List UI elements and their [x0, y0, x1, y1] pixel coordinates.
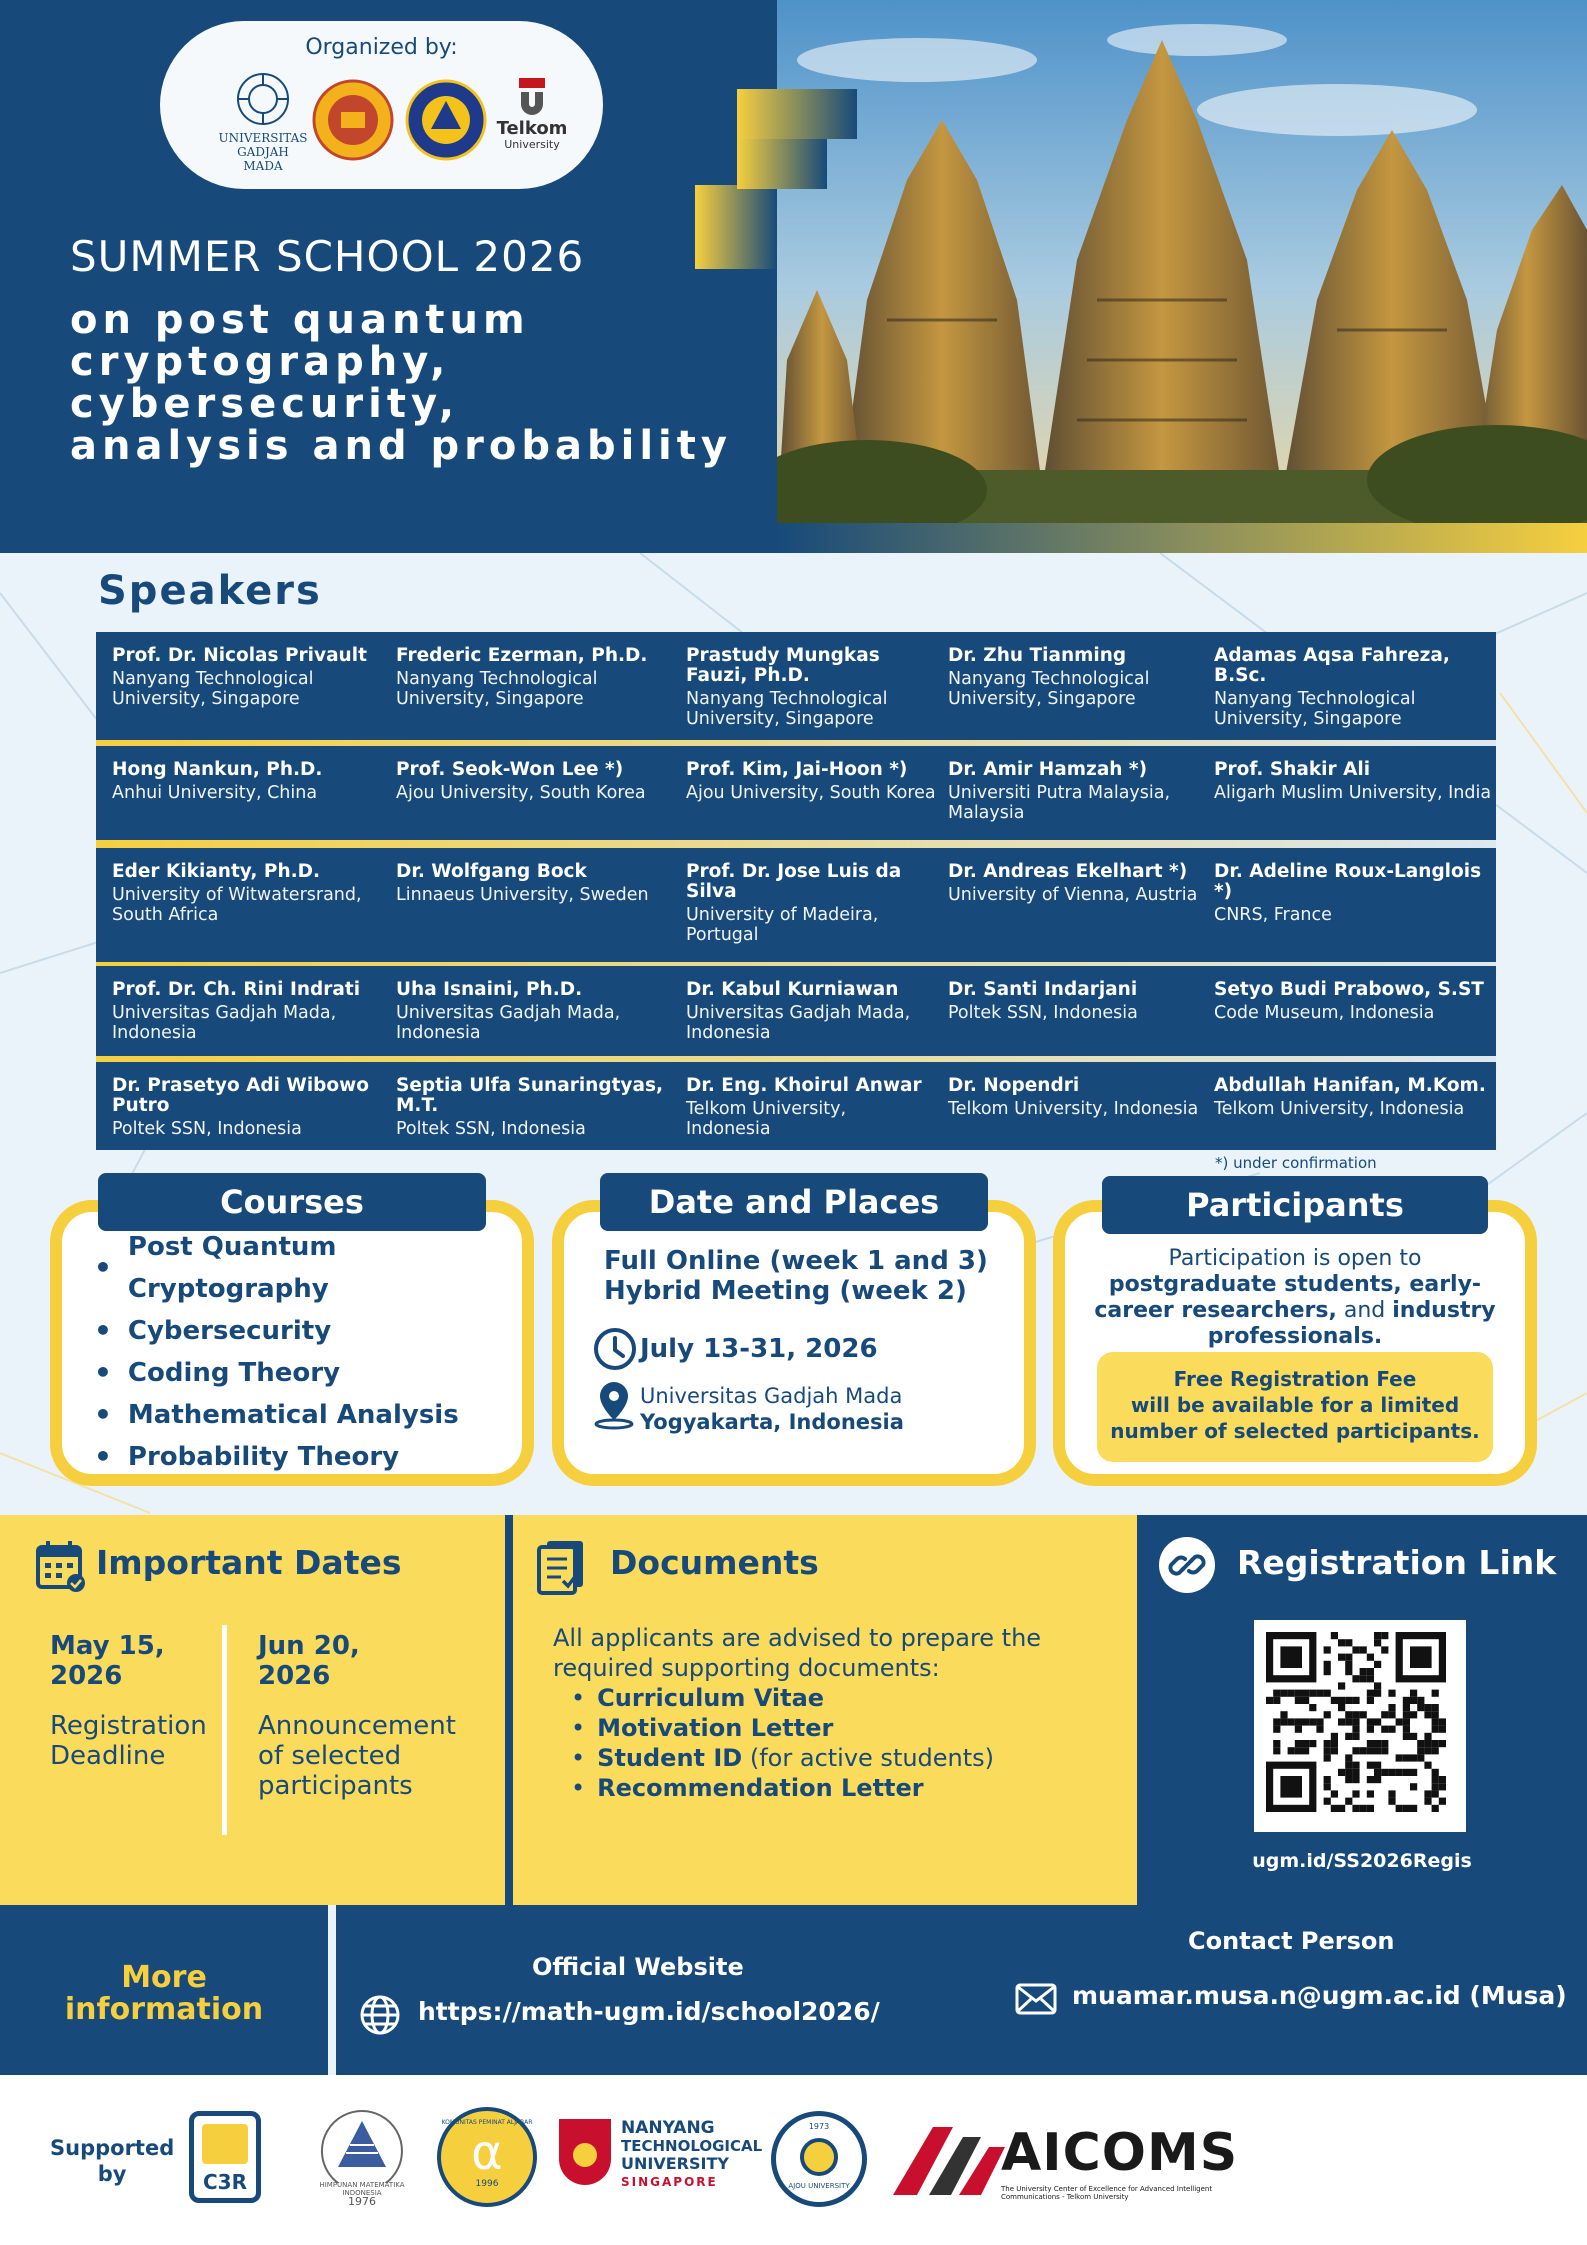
contact-email[interactable]: muamar.musa.n@ugm.ac.id (Musa): [1072, 1981, 1567, 2010]
c3r-text: C3R: [203, 2170, 247, 2194]
speaker-affiliation: Telkom University, Indonesia: [948, 1099, 1199, 1119]
link-icon: [1159, 1537, 1215, 1593]
telkom-text: Telkom: [496, 118, 568, 139]
aicoms-subtext: The University Center of Excellence for Advanced Intelligent Communications - Telkom University: [1001, 2185, 1213, 2201]
speaker-name: Dr. Kabul Kurniawan: [686, 979, 899, 1000]
speaker-name: Adamas Aqsa Fahreza, B.Sc.: [1214, 645, 1450, 686]
speaker-affiliation: Linnaeus University, Sweden: [396, 885, 649, 905]
event-subtitle-line: analysis and probability: [70, 423, 732, 469]
date-label: Deadline: [50, 1741, 166, 1771]
documents-list: [571, 1683, 1041, 1803]
speaker-affiliation: Poltek SSN, Indonesia: [396, 1119, 586, 1139]
deco-bar: [737, 139, 827, 189]
speaker-name: Dr. Adeline Roux-Langlois *): [1214, 861, 1482, 902]
courses-card: [50, 1200, 534, 1486]
event-title: SUMMER SCHOOL 2026: [70, 232, 585, 281]
venue-city: Yogyakarta, Indonesia: [640, 1410, 904, 1434]
speaker-card: [686, 980, 936, 1043]
speaker-affiliation: Universiti Putra Malaysia, Malaysia: [948, 783, 1171, 823]
speaker-affiliation: Nanyang Technological University, Singapore: [112, 669, 314, 709]
speaker-card: [1214, 1076, 1499, 1119]
himpunan-year: 1976: [348, 2195, 376, 2208]
more-info-text: information: [64, 1992, 264, 2027]
speaker-card: [1214, 760, 1499, 803]
documents-intro: required supporting documents:: [553, 1654, 940, 1682]
document-item-name: Curriculum Vitae: [597, 1684, 825, 1712]
mode-hybrid: Hybrid Meeting (week 2): [604, 1276, 967, 1306]
speaker-card: [396, 646, 671, 709]
speaker-affiliation: Universitas Gadjah Mada, Indonesia: [112, 1003, 337, 1043]
more-info-section: [0, 1905, 328, 2075]
speaker-name: Dr. Santi Indarjani: [948, 979, 1138, 1000]
speaker-card: [396, 980, 671, 1043]
speaker-affiliation: Ajou University, South Korea: [686, 783, 936, 803]
date-places-card: [552, 1200, 1036, 1486]
kpa-text: KOMUNITAS PEMINAT ALJABAR: [441, 2119, 533, 2126]
documents-intro: All applicants are advised to prepare the: [553, 1624, 1042, 1652]
speaker-name: Prastudy Mungkas Fauzi, Ph.D.: [686, 645, 880, 686]
ntu-text: UNIVERSITY: [621, 2154, 729, 2173]
participants-joiner: and: [1336, 1298, 1393, 1323]
speaker-card: [948, 1076, 1203, 1119]
speaker-card: [112, 862, 382, 925]
speaker-name: Prof. Dr. Ch. Rini Indrati: [112, 979, 361, 1000]
photo-gradient-strip: [777, 523, 1587, 553]
website-link[interactable]: https://math-ugm.id/school2026/: [418, 1997, 880, 2026]
speakers-title: Speakers: [98, 568, 322, 614]
poltek-ssn-logo: [405, 79, 487, 165]
uin-logo: [312, 79, 394, 165]
speaker-card: [686, 646, 936, 729]
date-value: Jun 20,: [258, 1631, 360, 1661]
ugm-logo: [218, 71, 308, 181]
important-dates-title: Important Dates: [96, 1543, 402, 1582]
speaker-affiliation: CNRS, France: [1214, 905, 1332, 925]
speaker-card: [948, 760, 1203, 823]
mode-online: Full Online (week 1 and 3): [604, 1246, 988, 1276]
under-confirmation-note: *) under confirmation: [1215, 1154, 1377, 1172]
speaker-affiliation: Universitas Gadjah Mada, Indonesia: [686, 1003, 911, 1043]
clock-icon: [592, 1326, 638, 1372]
speaker-affiliation: Nanyang Technological University, Singapore: [1214, 689, 1416, 729]
participants-bold: industry: [1392, 1298, 1496, 1323]
document-item: • Recommendation Letter: [571, 1774, 924, 1802]
speaker-card: [948, 980, 1203, 1023]
registration-section: [1137, 1515, 1587, 1905]
document-item: • Motivation Letter: [571, 1714, 834, 1742]
kpa-logo: [437, 2107, 537, 2207]
speaker-name: Dr. Andreas Ekelhart *): [948, 861, 1188, 882]
more-info-text: More: [121, 1960, 207, 1995]
speaker-name: Dr. Wolfgang Bock: [396, 861, 587, 882]
contact-section: [336, 1905, 1587, 2075]
documents-section: [505, 1515, 1137, 1905]
speaker-name: Dr. Prasetyo Adi Wibowo Putro: [112, 1075, 369, 1116]
speaker-name: Uha Isnaini, Ph.D.: [396, 979, 583, 1000]
speaker-card: [396, 862, 671, 905]
participants-text: professionals.: [1207, 1324, 1383, 1349]
qr-code[interactable]: [1254, 1620, 1466, 1832]
ntu-logo: [555, 2115, 765, 2201]
speaker-affiliation: Nanyang Technological University, Singapore: [396, 669, 598, 709]
date-label: Registration: [50, 1711, 207, 1741]
speaker-card: [112, 1076, 382, 1139]
speaker-affiliation: Telkom University, Indonesia: [686, 1099, 847, 1139]
supported-by-label: Supported: [50, 2136, 175, 2160]
calendar-icon: [34, 1537, 86, 1595]
document-item: • Student ID (for active students): [571, 1744, 995, 1772]
speaker-affiliation: University of Madeira, Portugal: [686, 905, 879, 945]
ugm-text-2: GADJAH MADA: [237, 145, 289, 173]
venue-name: Universitas Gadjah Mada: [640, 1384, 903, 1408]
ajou-year: 1973: [808, 2122, 830, 2131]
document-icon: [535, 1537, 591, 1595]
speaker-affiliation: Ajou University, South Korea: [396, 783, 646, 803]
date-label: Announcement: [258, 1711, 456, 1741]
ntu-text: TECHNOLOGICAL: [621, 2137, 763, 2155]
speaker-card: [396, 1076, 671, 1139]
deco-bar: [695, 185, 777, 269]
participants-title: Participants: [1102, 1176, 1488, 1234]
speaker-card: [948, 862, 1203, 905]
speaker-affiliation: Aligarh Muslim University, India: [1214, 783, 1492, 803]
temple-photo: [777, 0, 1587, 523]
date-value: May 15,: [50, 1631, 165, 1661]
date-value: 2026: [258, 1661, 331, 1691]
date-places-title: Date and Places: [600, 1173, 988, 1231]
registration-title: Registration Link: [1237, 1543, 1557, 1582]
participants-bold: career researchers,: [1094, 1298, 1337, 1323]
speaker-card: [1214, 862, 1499, 925]
speaker-name: Septia Ulfa Sunaringtyas, M.T.: [396, 1075, 664, 1116]
document-item-note: (for active students): [742, 1744, 995, 1772]
courses-title: Courses: [98, 1173, 486, 1231]
himpunan-logo: [312, 2103, 412, 2211]
alpha-symbol: α: [471, 2125, 503, 2181]
documents-title: Documents: [610, 1543, 819, 1582]
document-item: • Curriculum Vitae: [571, 1684, 825, 1712]
participants-card: [1053, 1200, 1537, 1486]
event-date: July 13-31, 2026: [640, 1334, 878, 1364]
course-item: • Probability Theory: [94, 1436, 522, 1478]
participants-text: postgraduate students, early-: [1108, 1272, 1482, 1297]
globe-icon: [358, 1993, 402, 2037]
telkom-subtext: University: [504, 138, 560, 151]
document-item-name: Motivation Letter: [597, 1714, 834, 1742]
event-subtitle-line: on post quantum: [70, 297, 530, 343]
course-item: • Mathematical Analysis: [94, 1394, 522, 1436]
ajou-logo: [771, 2111, 867, 2207]
participants-text: Participation is open to: [1168, 1246, 1422, 1271]
speaker-name: Prof. Kim, Jai-Hoon *): [686, 759, 908, 780]
ntu-text: NANYANG: [621, 2118, 715, 2138]
speaker-affiliation: University of Witwatersrand, South Africa: [112, 885, 362, 925]
supporters-footer: [0, 2075, 1587, 2245]
speaker-name: Dr. Nopendri: [948, 1075, 1080, 1096]
aicoms-text: AICOMS: [1001, 2123, 1239, 2183]
document-item-name: Recommendation Letter: [597, 1774, 924, 1802]
speaker-affiliation: Nanyang Technological University, Singapore: [948, 669, 1150, 709]
website-label: Official Website: [532, 1953, 744, 1981]
event-subtitle-line: cybersecurity,: [70, 381, 460, 427]
speaker-card: [112, 646, 382, 709]
free-fee-box: [1097, 1352, 1493, 1462]
speaker-affiliation: Poltek SSN, Indonesia: [112, 1119, 302, 1139]
speaker-card: [1214, 980, 1499, 1023]
speaker-name: Prof. Dr. Jose Luis da Silva: [686, 861, 902, 902]
speaker-card: [1214, 646, 1499, 729]
registration-url[interactable]: ugm.id/SS2026Regis: [1252, 1850, 1472, 1872]
speaker-name: Dr. Amir Hamzah *): [948, 759, 1148, 780]
course-item: • Post Quantum Cryptography: [94, 1226, 522, 1310]
document-item-name: Student ID: [597, 1744, 743, 1772]
speaker-name: Dr. Zhu Tianming: [948, 645, 1127, 666]
speaker-card: [112, 980, 382, 1043]
organizers-pill: [160, 21, 603, 189]
speaker-name: Eder Kikianty, Ph.D.: [112, 861, 321, 882]
c3r-logo: [189, 2111, 261, 2203]
participants-text: [1065, 1298, 1525, 1324]
speaker-affiliation: Nanyang Technological University, Singapore: [686, 689, 888, 729]
speaker-name: Prof. Shakir Ali: [1214, 759, 1371, 780]
date-value: 2026: [50, 1661, 123, 1691]
himpunan-text: HIMPUNAN MATEMATIKA INDONESIA: [319, 2181, 405, 2197]
supported-by-label: by: [97, 2162, 127, 2186]
fee-text: number of selected participants.: [1110, 1419, 1480, 1443]
location-pin-icon: [592, 1378, 636, 1430]
kpa-year: 1996: [475, 2179, 499, 2189]
deco-bar: [737, 89, 857, 139]
speaker-name: Dr. Eng. Khoirul Anwar: [686, 1075, 922, 1096]
speaker-card: [686, 862, 936, 945]
speaker-affiliation: Code Museum, Indonesia: [1214, 1003, 1435, 1023]
date-label: participants: [258, 1771, 413, 1801]
organized-by-label: Organized by:: [305, 35, 458, 60]
course-item: • Cybersecurity: [94, 1310, 522, 1352]
speaker-affiliation: University of Vienna, Austria: [948, 885, 1198, 905]
ajou-text: AJOU UNIVERSITY: [788, 2182, 850, 2190]
important-dates-section: [0, 1515, 505, 1905]
speaker-name: Hong Nankun, Ph.D.: [112, 759, 323, 780]
speaker-name: Abdullah Hanifan, M.Kom.: [1214, 1075, 1486, 1096]
fee-text: will be available for a limited: [1130, 1393, 1460, 1417]
speaker-card: [948, 646, 1203, 709]
dates-divider: [222, 1625, 227, 1835]
speaker-affiliation: Anhui University, China: [112, 783, 318, 803]
date-label: of selected: [258, 1741, 402, 1771]
contact-label: Contact Person: [1188, 1927, 1395, 1955]
speaker-affiliation: Universitas Gadjah Mada, Indonesia: [396, 1003, 621, 1043]
speaker-affiliation: Poltek SSN, Indonesia: [948, 1003, 1138, 1023]
event-subtitle-line: cryptography,: [70, 339, 451, 385]
aicoms-logo: [889, 2123, 1239, 2203]
course-item: • Coding Theory: [94, 1352, 522, 1394]
ntu-text: SINGAPORE: [621, 2175, 718, 2189]
speaker-card: [112, 760, 382, 803]
fee-text: Free Registration Fee: [1173, 1367, 1417, 1391]
speaker-card: [686, 760, 936, 803]
speaker-card: [686, 1076, 936, 1139]
ugm-text-1: UNIVERSITAS: [218, 131, 308, 145]
speaker-name: Prof. Seok-Won Lee *): [396, 759, 624, 780]
speaker-name: Prof. Dr. Nicolas Privault: [112, 645, 367, 666]
telkom-logo: [495, 76, 569, 151]
speaker-name: Frederic Ezerman, Ph.D.: [396, 645, 648, 666]
envelope-icon: [1014, 1981, 1058, 2017]
speaker-card: [396, 760, 671, 803]
speaker-affiliation: Telkom University, Indonesia: [1214, 1099, 1465, 1119]
speaker-name: Setyo Budi Prabowo, S.ST: [1214, 979, 1484, 1000]
